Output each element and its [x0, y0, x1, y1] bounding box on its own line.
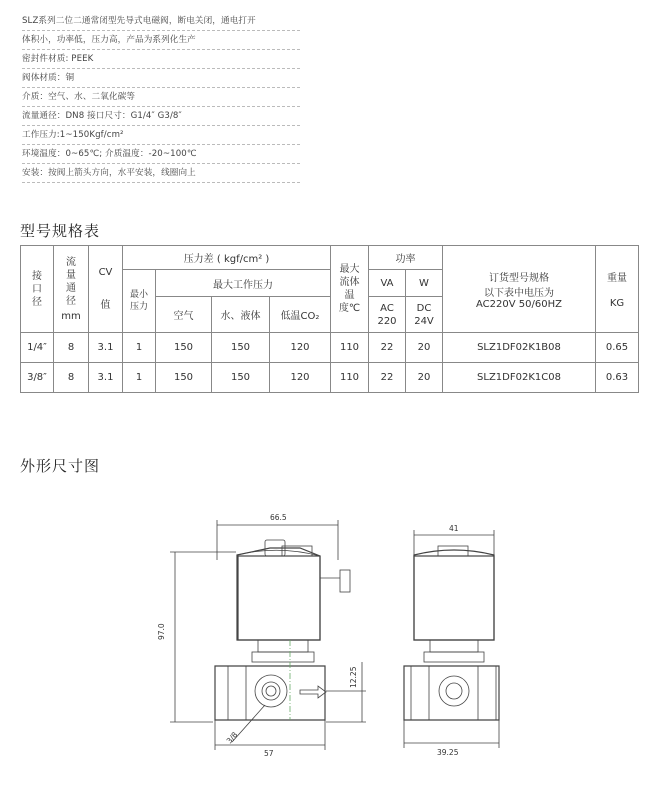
header-water: 水、液体: [212, 297, 270, 333]
spec-line: 体积小，功率低，压力高，产品为系列化生产: [22, 31, 300, 50]
spec-line: 介质：空气、水、二氧化碳等: [22, 88, 300, 107]
header-flow: 流量通径 mm: [54, 246, 89, 333]
header-co2: 低温CO₂: [270, 297, 331, 333]
header-dc: DC 24V: [406, 297, 443, 333]
spec-line: 安装：按阀上箭头方向，水平安装，线圈向上: [22, 164, 300, 183]
header-power: 功率: [369, 246, 443, 270]
header-weight: 重量 KG: [596, 246, 639, 333]
spec-line: 工作压力:1~150Kgf/cm²: [22, 126, 300, 145]
dim-side-top: 41: [449, 524, 459, 533]
header-model: 订货型号规格 以下表中电压为 AC220V 50/60HZ: [443, 246, 596, 333]
dim-width-top: 66.5: [270, 513, 287, 522]
spec-line: 阀体材质：铜: [22, 69, 300, 88]
header-cv: CV 值: [89, 246, 123, 333]
dim-width-bottom: 57: [264, 749, 274, 758]
table-title: 型号规格表: [20, 222, 101, 240]
table-row: 1/4″ 8 3.1 1 150 150 120 110 22 20 SLZ1DF02K1B08 0.65: [21, 333, 639, 363]
drawing-title: 外形尺寸图: [20, 457, 101, 475]
spec-line: 流量通径：DN8 接口尺寸：G1/4″ G3/8″: [22, 107, 300, 126]
header-air: 空气: [156, 297, 212, 333]
header-va: VA: [369, 270, 406, 297]
dim-side-bottom: 39.25: [437, 748, 459, 757]
header-min-pressure: 最小压力: [123, 270, 156, 333]
spec-line: SLZ系列二位二通常闭型先导式电磁阀，断电关闭，通电打开: [22, 12, 300, 31]
header-pressure: 压力差 ( kgf/cm² ): [123, 246, 331, 270]
table-row: 3/8″ 8 3.1 1 150 150 120 110 22 20 SLZ1DF02K1C08 0.63: [21, 363, 639, 393]
dim-thread: 3/8: [224, 730, 240, 746]
header-max-temp: 最大流体温度℃: [331, 246, 369, 333]
header-port: 接口径: [21, 246, 54, 333]
header-w: W: [406, 270, 443, 297]
spec-line: 密封件材质: PEEK: [22, 50, 300, 69]
header-ac: AC 220: [369, 297, 406, 333]
spec-line: 环境温度：0~65℃; 介质温度：-20~100℃: [22, 145, 300, 164]
dim-height: 97.0: [157, 623, 166, 640]
dim-port-height: 12.25: [349, 666, 358, 688]
header-max-work: 最大工作压力: [156, 270, 331, 297]
